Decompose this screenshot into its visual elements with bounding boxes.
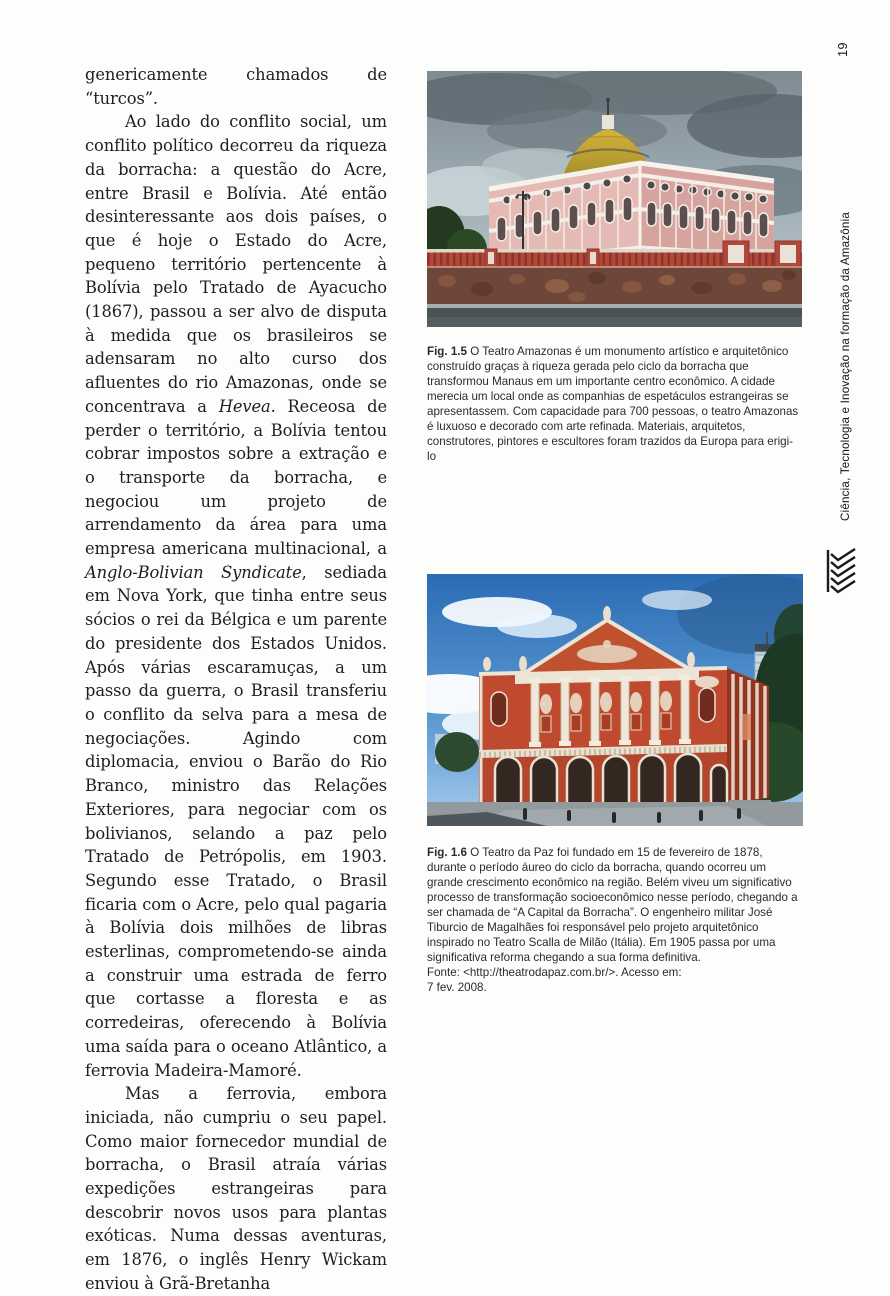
paragraph: genericamente chamados de “turcos”.	[85, 65, 387, 108]
figure-source-line: Fonte: <http://theatrodapaz.com.br/>. Acesso em:	[427, 966, 682, 979]
figure-label: Fig. 1.6	[427, 846, 467, 859]
article-text	[85, 63, 387, 1296]
photo1-road	[427, 304, 802, 327]
paragraph: Mas a ferrovia, embora iniciada, não cumpriu o seu papel. Como maior fornecedor mundial de borracha, o Brasil atraía várias expedições estrangeiras para descobrir novos usos para plantas exóticas. Numa dessas aventuras, em 1876, o inglês Henry Wickam enviou à Grã-Bretanha	[85, 1084, 387, 1293]
figure-1-6	[427, 574, 803, 995]
teatro-amazonas-photo	[427, 71, 802, 327]
figure-1-5-caption	[427, 344, 799, 464]
figure-caption-text: O Teatro Amazonas é um monumento artístico e arquitetônico construído graças à riqueza gerada pelo ciclo da borracha que transformou Manaus em um importante centro econômico. A cidade merecia um local onde as companhias de espetáculos estrangeiras se apresentassem. Com capacidade para 700 pessoas, o teatro Amazonas é luxuoso e decorado com arte refinada. Materiais, arquitetos, construtores, pintores e escultores foram trazidos da Europa para erigi-lo	[427, 345, 799, 463]
figure-label: Fig. 1.5	[427, 345, 467, 358]
figure-source-line: 7 fev. 2008.	[427, 981, 487, 994]
photo2-pavement	[427, 802, 803, 826]
photo1-stone-wall	[427, 266, 802, 306]
figure-caption-text: O Teatro da Paz foi fundado em 15 de fevereiro de 1878, durante o período áureo do ciclo da borracha, quando ocorreu um grande crescimento econômico na região. Belém viveu um significativo processo de transformação socioeconômico nesse período, chegando a ser chamada de “A Capital da Borracha”. O engenheiro militar José Tiburcio de Magalhães foi responsável pelo projeto arquitetônico inspirado no Teatro Scalla de Milão (Itália). Em 1905 passa por uma significativa reforma chegando a sua forma definitiva.	[427, 846, 798, 964]
page-number: 19	[836, 42, 850, 57]
figure-1-6-caption	[427, 845, 801, 995]
figure-1-5	[427, 71, 802, 464]
teatro-da-paz-photo	[427, 574, 803, 826]
sidebar-chapter-title: Ciência, Tecnologia e Inovação na formação da Amazônia	[839, 212, 852, 521]
chevron-decoration-icon	[824, 548, 858, 596]
paragraph: Ao lado do conflito social, um conflito político decorreu da riqueza da borracha: a questão do Acre, entre Brasil e Bolívia. Até então desinteressante aos dois países, o que é hoje o Estado do Acre, pequeno território pertencente à Bolívia pelo Tratado de Ayacucho (1867), passou a ser alvo de disputa à medida que os brasileiros se adensaram no alto curso dos afluentes do rio Amazonas, onde se concentrava a Hevea. Receosa de perder o território, a Bolívia tentou cobrar impostos sobre a extração e o transporte da borracha, e negociou um projeto de arrendamento da área para uma empresa americana multinacional, a Anglo-Bolivian Syndicate, sediada em Nova York, que tinha entre seus sócios o rei da Bélgica e um parente do presidente dos Estados Unidos. Após várias escaramuças, a um passo da guerra, o Brasil transferiu o conflito da selva para a mesa de negociações. Agindo com diplomacia, enviou o Barão do Rio Branco, ministro das Relações Exteriores, para negociar com os bolivianos, selando a paz pelo Tratado de Petrópolis, em 1903. Segundo esse Tratado, o Brasil ficaria com o Acre, pelo qual pagaria à Bolívia dois milhões de libras esterlinas, comprometendo-se ainda a construir uma estrada de ferro que cortasse a floresta e as corredeiras, oferecendo à Bolívia uma saída para o oceano Atlântico, a ferrovia Madeira-Mamoré.	[85, 112, 387, 1080]
